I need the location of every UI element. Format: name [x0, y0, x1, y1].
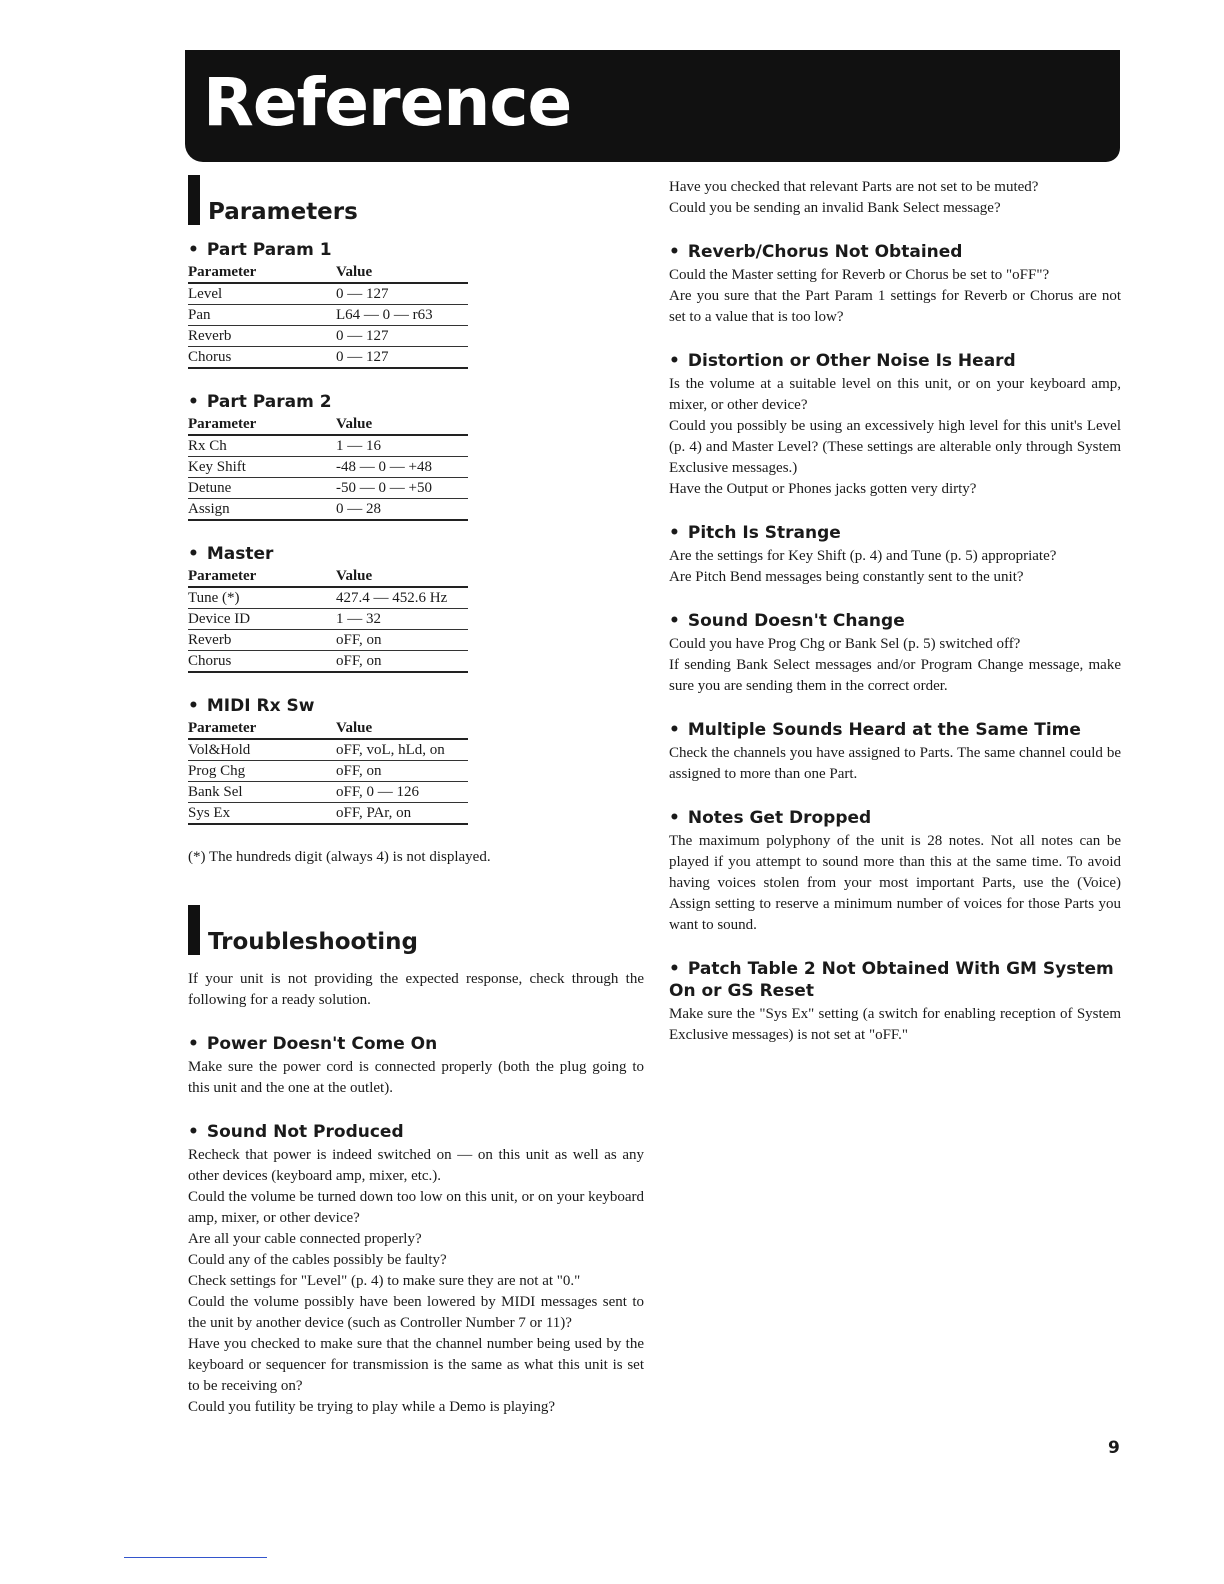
continued-line: Have you checked that relevant Parts are not set to be muted? — [669, 179, 1039, 195]
parameter-cell: Bank Sel — [188, 782, 336, 803]
table-heading-text: Master — [206, 544, 274, 564]
trouble-line: Could any of the cables possibly be faulty? — [188, 1252, 447, 1268]
trouble-heading — [669, 719, 1121, 741]
trouble-line: Make sure the "Sys Ex" setting (a switch for enabling reception of System Exclusive messages) is not set at "oFF." — [669, 1006, 1121, 1043]
trouble-line: Could you have Prog Chg or Bank Sel (p. 5) switched off? — [669, 636, 1021, 652]
value-cell: oFF, PAr, on — [336, 803, 468, 825]
trouble-heading-text: Multiple Sounds Heard at the Same Time — [687, 720, 1081, 740]
parameter-cell: Pan — [188, 305, 336, 326]
table-row — [188, 435, 468, 457]
value-cell: 1 — 16 — [336, 435, 468, 457]
table-row — [188, 283, 468, 305]
table-row — [188, 761, 468, 782]
parameter-cell: Tune (*) — [188, 587, 336, 609]
parameter-cell: Reverb — [188, 326, 336, 347]
column-header: Parameter — [188, 719, 336, 739]
table-heading — [188, 543, 644, 565]
trouble-heading — [669, 807, 1121, 829]
trouble-line: If sending Bank Select messages and/or Program Change message, make sure you are sending them in the correct order. — [669, 657, 1121, 694]
parameter-cell: Vol&Hold — [188, 739, 336, 761]
trouble-line: Have the Output or Phones jacks gotten very dirty? — [669, 481, 977, 497]
trouble-line: Recheck that power is indeed switched on — on this unit as well as any other devices (keyboard amp, mixer, etc.). — [188, 1147, 644, 1184]
parameter-cell: Device ID — [188, 609, 336, 630]
bullet-icon: • — [188, 1122, 199, 1142]
bullet-icon: • — [669, 720, 680, 740]
value-cell: oFF, on — [336, 651, 468, 673]
page-number: 9 — [1108, 1438, 1120, 1458]
trouble-line: Is the volume at a suitable level on this unit, or on your keyboard amp, mixer, or other device? — [669, 376, 1121, 413]
trouble-line: Make sure the power cord is connected properly (both the plug going to this unit and the one at the outlet). — [188, 1059, 644, 1096]
table-row — [188, 630, 468, 651]
table-row — [188, 478, 468, 499]
parameter-table — [188, 263, 468, 369]
value-cell: 0 — 127 — [336, 347, 468, 369]
trouble-heading-text: Patch Table 2 Not Obtained With GM System On or GS Reset — [669, 959, 1114, 1001]
parameters-title: Parameters — [208, 199, 358, 225]
left-column — [188, 175, 644, 1440]
table-row — [188, 457, 468, 478]
bullet-icon: • — [669, 959, 680, 979]
trouble-heading — [669, 522, 1121, 544]
bullet-icon: • — [188, 1034, 199, 1054]
table-heading-text: Part Param 1 — [206, 240, 332, 260]
bullet-icon: • — [669, 523, 680, 543]
value-cell: -50 — 0 — +50 — [336, 478, 468, 499]
table-row — [188, 587, 468, 609]
tune-footnote: (*) The hundreds digit (always 4) is not displayed. — [188, 849, 491, 865]
bullet-icon: • — [669, 242, 680, 262]
parameter-cell: Rx Ch — [188, 435, 336, 457]
value-cell: 427.4 — 452.6 Hz — [336, 587, 468, 609]
parameter-cell: Level — [188, 283, 336, 305]
column-header: Value — [336, 567, 468, 587]
trouble-heading — [669, 610, 1121, 632]
table-heading-text: Part Param 2 — [206, 392, 332, 412]
trouble-line: The maximum polyphony of the unit is 28 notes. Not all notes can be played if you attempt to sound more than this at the same time. To avoid having voices stolen from your most important Parts, use the (Voice) Assign setting to reserve a minimum number of voices for those Parts you want to sound. — [669, 833, 1121, 933]
table-row — [188, 347, 468, 369]
trouble-heading — [669, 958, 1121, 1002]
trouble-line: Check settings for "Level" (p. 4) to make sure they are not at "0." — [188, 1273, 581, 1289]
trouble-line: Could you futility be trying to play while a Demo is playing? — [188, 1399, 556, 1415]
banner-title: Reference — [203, 64, 572, 141]
troubleshooting-title: Troubleshooting — [208, 929, 419, 955]
parameter-cell: Assign — [188, 499, 336, 521]
trouble-line: Could the Master setting for Reverb or Chorus be set to "oFF"? — [669, 267, 1050, 283]
trouble-heading — [188, 1121, 644, 1143]
trouble-heading-text: Distortion or Other Noise Is Heard — [687, 351, 1016, 371]
value-cell: oFF, on — [336, 630, 468, 651]
value-cell: oFF, on — [336, 761, 468, 782]
bullet-icon: • — [669, 351, 680, 371]
continued-line: Could you be sending an invalid Bank Select message? — [669, 200, 1001, 216]
troubleshooting-section-heading — [188, 905, 644, 961]
parameter-table — [188, 719, 468, 825]
trouble-line: Could you possibly be using an excessively high level for this unit's Level (p. 4) and Master Level? (These settings are alterable only through System Exclusive messages.) — [669, 418, 1121, 476]
table-row — [188, 803, 468, 825]
column-header: Value — [336, 415, 468, 435]
trouble-heading-text: Notes Get Dropped — [687, 808, 872, 828]
bullet-icon: • — [669, 808, 680, 828]
continued-text — [669, 177, 1121, 219]
parameter-cell: Reverb — [188, 630, 336, 651]
table-row — [188, 305, 468, 326]
trouble-line: Are you sure that the Part Param 1 settings for Reverb or Chorus are not set to a value that is too low? — [669, 288, 1121, 325]
trouble-line: Are the settings for Key Shift (p. 4) and Tune (p. 5) appropriate? — [669, 548, 1057, 564]
parameter-cell: Detune — [188, 478, 336, 499]
column-header: Value — [336, 719, 468, 739]
trouble-line: Could the volume possibly have been lowered by MIDI messages sent to the unit by another device (such as Controller Number 7 or 11)? — [188, 1294, 644, 1331]
trouble-heading — [669, 350, 1121, 372]
bullet-icon: • — [188, 392, 199, 412]
footer-rule — [124, 1557, 267, 1558]
value-cell: oFF, voL, hLd, on — [336, 739, 468, 761]
trouble-heading-text: Sound Not Produced — [206, 1122, 404, 1142]
bullet-icon: • — [188, 240, 199, 260]
table-heading — [188, 239, 644, 261]
table-row — [188, 651, 468, 673]
section-bar — [188, 175, 200, 225]
value-cell: 0 — 127 — [336, 326, 468, 347]
table-heading — [188, 391, 644, 413]
value-cell: 0 — 28 — [336, 499, 468, 521]
right-column — [669, 177, 1121, 1068]
reference-banner — [185, 50, 1120, 162]
right-troubleshooting-items — [669, 241, 1121, 1046]
column-header: Parameter — [188, 263, 336, 283]
value-cell: -48 — 0 — +48 — [336, 457, 468, 478]
value-cell: oFF, 0 — 126 — [336, 782, 468, 803]
parameter-table — [188, 567, 468, 673]
parameters-section-heading — [188, 175, 644, 231]
table-row — [188, 499, 468, 521]
table-heading — [188, 695, 644, 717]
table-heading-text: MIDI Rx Sw — [206, 696, 315, 716]
parameter-cell: Chorus — [188, 347, 336, 369]
trouble-heading — [188, 1033, 644, 1055]
section-bar — [188, 905, 200, 955]
trouble-line: Have you checked to make sure that the channel number being used by the keyboard or sequencer for transmission is the same as what this unit is set to be receiving on? — [188, 1336, 644, 1394]
trouble-line: Could the volume be turned down too low on this unit, or on your keyboard amp, mixer, or other device? — [188, 1189, 644, 1226]
bullet-icon: • — [669, 611, 680, 631]
table-row — [188, 739, 468, 761]
parameter-cell: Key Shift — [188, 457, 336, 478]
column-header: Value — [336, 263, 468, 283]
parameter-cell: Sys Ex — [188, 803, 336, 825]
trouble-heading — [669, 241, 1121, 263]
trouble-line: Are all your cable connected properly? — [188, 1231, 422, 1247]
bullet-icon: • — [188, 544, 199, 564]
parameter-cell: Chorus — [188, 651, 336, 673]
parameter-table — [188, 415, 468, 521]
value-cell: 1 — 32 — [336, 609, 468, 630]
parameter-cell: Prog Chg — [188, 761, 336, 782]
column-header: Parameter — [188, 415, 336, 435]
value-cell: 0 — 127 — [336, 283, 468, 305]
troubleshooting-intro: If your unit is not providing the expected response, check through the following for a ready solution. — [188, 971, 644, 1008]
table-row — [188, 326, 468, 347]
trouble-heading-text: Power Doesn't Come On — [206, 1034, 438, 1054]
table-row — [188, 782, 468, 803]
trouble-heading-text: Pitch Is Strange — [687, 523, 841, 543]
left-troubleshooting-items — [188, 1033, 644, 1418]
value-cell: L64 — 0 — r63 — [336, 305, 468, 326]
column-header: Parameter — [188, 567, 336, 587]
parameter-tables — [188, 239, 644, 825]
bullet-icon: • — [188, 696, 199, 716]
trouble-line: Check the channels you have assigned to Parts. The same channel could be assigned to more than one Part. — [669, 745, 1121, 782]
table-row — [188, 609, 468, 630]
trouble-line: Are Pitch Bend messages being constantly sent to the unit? — [669, 569, 1024, 585]
trouble-heading-text: Reverb/Chorus Not Obtained — [687, 242, 963, 262]
trouble-heading-text: Sound Doesn't Change — [687, 611, 905, 631]
